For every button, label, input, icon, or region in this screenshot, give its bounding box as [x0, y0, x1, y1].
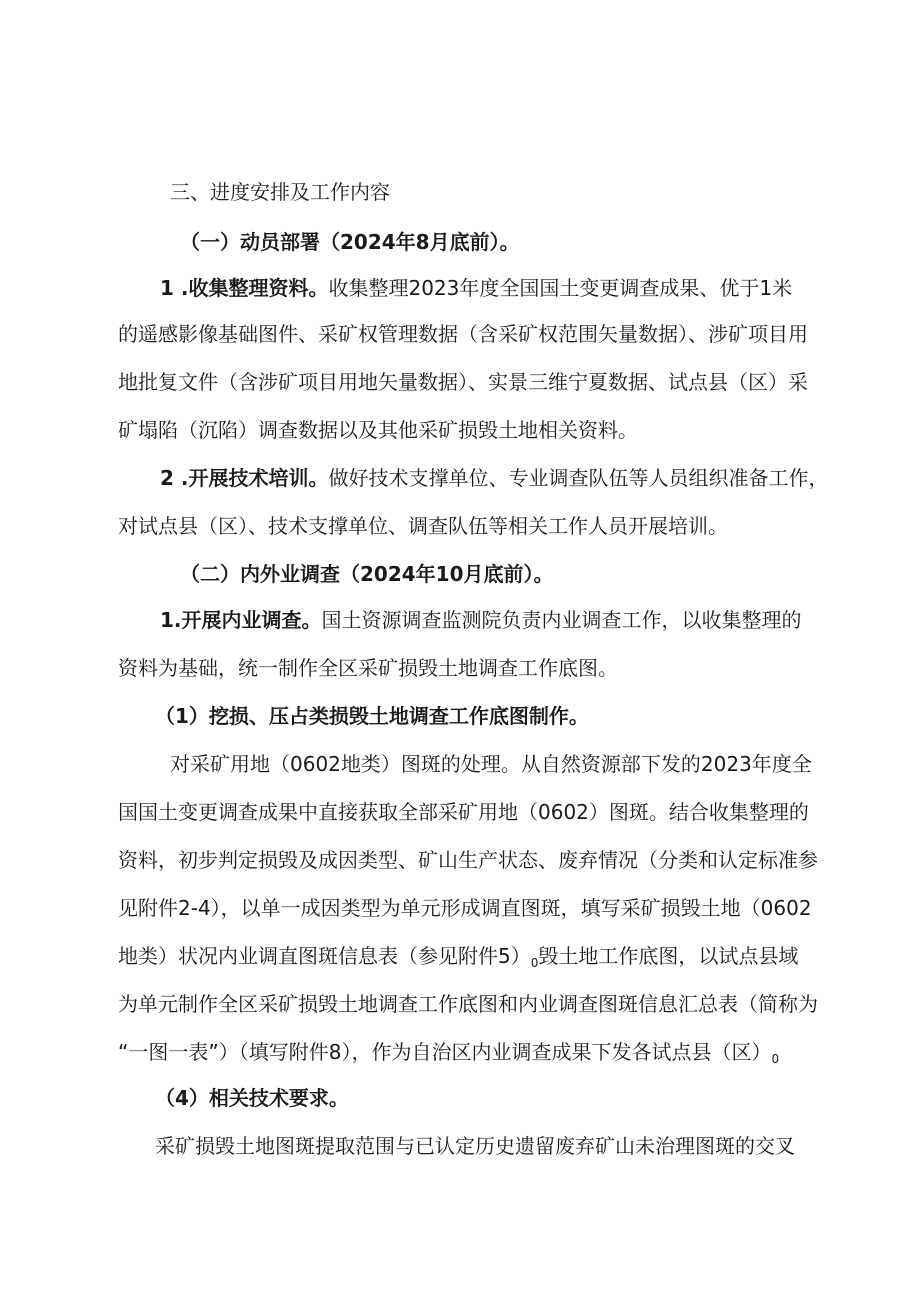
point-4-heading: （4）相关技术要求。: [155, 1086, 349, 1110]
item-2-label: 2 .开展技术培训。: [160, 466, 329, 490]
para-line-6: 为单元制作全区采矿损毁土地调查工作底图和内业调查图斑信息汇总表（简称为: [118, 992, 818, 1016]
last-paragraph-line: 采矿损毁土地图斑提取范围与已认定历史遗留废弃矿山未治理图斑的交叉: [155, 1134, 795, 1158]
para-line-5-b: 毁土地工作底图，以试点县域: [538, 944, 799, 968]
subsection-heading-2: （二）内外业调查（2024年10月底前）。: [180, 562, 554, 586]
item-2-line-2: 对试点县（区）、技术支撑单位、调查队伍等相关工作人员开展培训。: [118, 514, 728, 538]
item-3-label: 1.开展内业调查。: [160, 608, 322, 632]
item-2-line-1: [0, 466, 920, 490]
section-heading: 三、进度安排及工作内容: [170, 180, 390, 204]
subsection-heading-1: （一）动员部署（2024年8月底前）。: [180, 230, 520, 254]
item-2-text: 做好技术支撑单位、专业调查队伍等人员组织准备工作，: [328, 466, 829, 490]
para-line-4: 见附件2-4），以单一成因类型为单元形成调直图斑，填写采矿损毁土地（0602: [118, 896, 812, 920]
para-line-2: 国国土变更调查成果中直接获取全部采矿用地（0602）图斑。结合收集整理的: [118, 800, 809, 824]
item-1-line-3: 地批复文件（含涉矿项目用地矢量数据）、实景三维宁夏数据、试点县（区）采: [118, 370, 808, 394]
point-1-heading: （1）挖损、压占类损毁土地调查工作底图制作。: [155, 704, 589, 728]
item-3-text: 国土资源调查监测院负责内业调查工作，以收集整理的: [321, 608, 802, 632]
para-line-3: 资料，初步判定损毁及成因类型、矿山生产状态、废弃情况（分类和认定标准参: [118, 848, 818, 872]
para-line-7-a: “一图一表”）（填写附件8），作为自治区内业调查成果下发各试点县（区）: [118, 1040, 772, 1064]
para-line-7: [0, 1040, 920, 1071]
item-1-line-2: 的遥感影像基础图件、采矿权管理数据（含采矿权范围矢量数据）、涉矿项目用: [118, 322, 808, 346]
item-3-line-2: 资料为基础，统一制作全区采矿损毁土地调查工作底图。: [118, 656, 618, 680]
para-line-5-a: 地类）状况内业调直图斑信息表（参见附件5）: [118, 944, 531, 968]
item-1-line-4: 矿塌陷（沉陷）调查数据以及其他采矿损毁土地相关资料。: [118, 418, 638, 442]
item-3-line-1: [0, 608, 920, 632]
para-line-7-mark: 0: [771, 1052, 780, 1066]
para-line-5: [0, 944, 920, 975]
para-line-5-mark: 0: [530, 956, 539, 970]
item-1-label: 1 .收集整理资料。: [160, 276, 329, 300]
para-line-1: 对采矿用地（0602地类）图斑的处理。从自然资源部下发的2023年度全: [170, 752, 812, 776]
item-1-text: 收集整理2023年度全国国土变更调查成果、优于1米: [328, 276, 793, 300]
item-1-line-1: [0, 276, 920, 300]
